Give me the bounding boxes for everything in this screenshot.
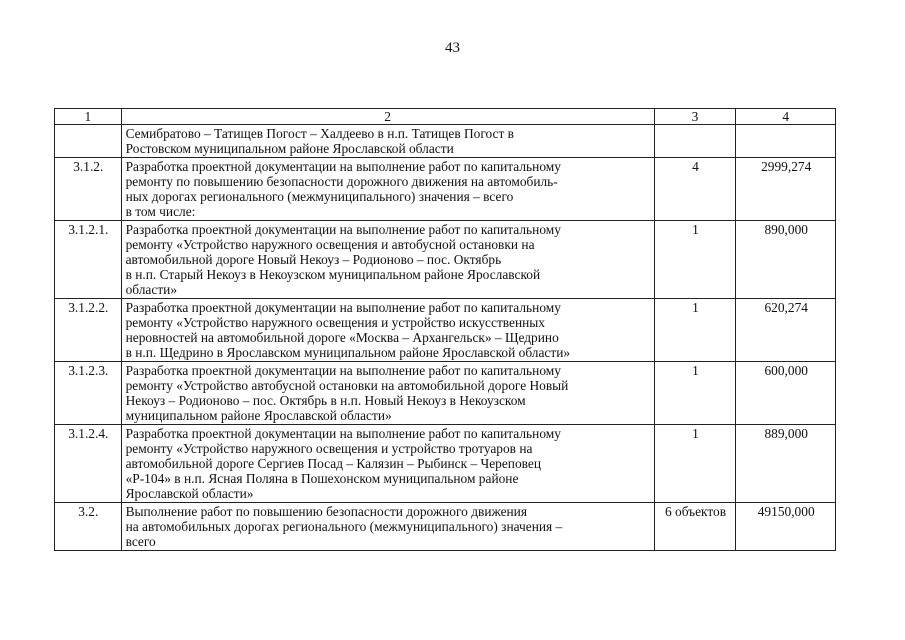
row-number-cell: 3.1.2.	[55, 158, 122, 221]
table-row	[55, 362, 836, 425]
row-number-cell: 3.1.2.2.	[55, 299, 122, 362]
row-amount-cell: 890,000	[736, 221, 836, 299]
row-quantity-cell	[654, 125, 736, 158]
row-number-cell: 3.1.2.3.	[55, 362, 122, 425]
program-table	[54, 108, 836, 551]
description-line: на автомобильных дорогах регионального (межмуниципального) значения –	[125, 519, 563, 534]
description-line: Разработка проектной документации на выполнение работ по капитальному	[125, 159, 561, 174]
row-quantity-cell: 1	[654, 299, 736, 362]
row-description-cell	[121, 503, 654, 551]
description-line: Семибратово – Татищев Погост – Халдеево в н.п. Татищев Погост в	[125, 126, 515, 141]
header-cell-1: 1	[55, 109, 122, 125]
row-amount-cell: 2999,274	[736, 158, 836, 221]
header-cell-2: 2	[121, 109, 654, 125]
row-quantity-cell: 4	[654, 158, 736, 221]
row-description-cell	[121, 425, 654, 503]
description-line: в н.п. Старый Некоуз в Некоузском муниципальном районе Ярославской	[125, 267, 541, 282]
description-line: Разработка проектной документации на выполнение работ по капитальному	[125, 222, 561, 237]
row-quantity-cell: 1	[654, 425, 736, 503]
row-description-cell	[121, 221, 654, 299]
description-line: ремонту «Устройство наружного освещения и автобусной остановки на	[125, 237, 535, 252]
row-number-cell: 3.2.	[55, 503, 122, 551]
page-number: 43	[445, 40, 460, 56]
row-number-cell: 3.1.2.1.	[55, 221, 122, 299]
header-cell-3: 3	[654, 109, 736, 125]
row-description-cell	[121, 158, 654, 221]
header-cell-4: 4	[736, 109, 836, 125]
row-amount-cell: 49150,000	[736, 503, 836, 551]
description-line: Выполнение работ по повышению безопасности дорожного движения	[125, 504, 528, 519]
row-quantity-cell: 6 объектов	[654, 503, 736, 551]
row-amount-cell: 600,000	[736, 362, 836, 425]
description-line: ных дорогах регионального (межмуниципального) значения – всего	[125, 189, 514, 204]
description-line: Разработка проектной документации на выполнение работ по капитальному	[125, 426, 561, 441]
description-line: в н.п. Щедрино в Ярославском муниципальном районе Ярославской области»	[125, 345, 571, 360]
description-line: автомобильной дороге Сергиев Посад – Калязин – Рыбинск – Череповец	[125, 456, 542, 471]
description-line: Разработка проектной документации на выполнение работ по капитальному	[125, 363, 561, 378]
row-amount-cell: 620,274	[736, 299, 836, 362]
description-line: ремонту «Устройство наружного освещения и устройство тротуаров на	[125, 441, 533, 456]
description-line: в том числе:	[125, 204, 196, 219]
description-line: Разработка проектной документации на выполнение работ по капитальному	[125, 300, 561, 315]
description-line: «Р-104» в н.п. Ясная Поляна в Пошехонском муниципальном районе	[125, 471, 519, 486]
table-row	[55, 299, 836, 362]
description-line: муниципальном районе Ярославской области»	[125, 408, 392, 423]
table-header-row	[55, 109, 836, 125]
table-row	[55, 158, 836, 221]
description-line: ремонту «Устройство наружного освещения и устройство искусственных	[125, 315, 546, 330]
table-row	[55, 425, 836, 503]
description-line: Ростовском муниципальном районе Ярославской области	[125, 141, 454, 156]
row-amount-cell	[736, 125, 836, 158]
description-line: ремонту «Устройство автобусной остановки на автомобильной дороге Новый	[125, 378, 569, 393]
row-quantity-cell: 1	[654, 362, 736, 425]
description-line: ремонту по повышению безопасности дорожного движения на автомобиль-	[125, 174, 558, 189]
row-description-cell	[121, 362, 654, 425]
row-amount-cell: 889,000	[736, 425, 836, 503]
table-row	[55, 125, 836, 158]
row-quantity-cell: 1	[654, 221, 736, 299]
table-row	[55, 503, 836, 551]
description-line: неровностей на автомобильной дороге «Москва – Архангельск» – Щедрино	[125, 330, 559, 345]
row-number-cell: 3.1.2.4.	[55, 425, 122, 503]
description-line: области»	[125, 282, 178, 297]
description-line: Ярославской области»	[125, 486, 254, 501]
description-line: автомобильной дороге Новый Некоуз – Родионово – пос. Октябрь	[125, 252, 502, 267]
description-line: Некоуз – Родионово – пос. Октябрь в н.п. Новый Некоуз в Некоузском	[125, 393, 526, 408]
row-number-cell	[55, 125, 122, 158]
table-row	[55, 221, 836, 299]
row-description-cell	[121, 299, 654, 362]
row-description-cell	[121, 125, 654, 158]
description-line: всего	[125, 534, 156, 549]
